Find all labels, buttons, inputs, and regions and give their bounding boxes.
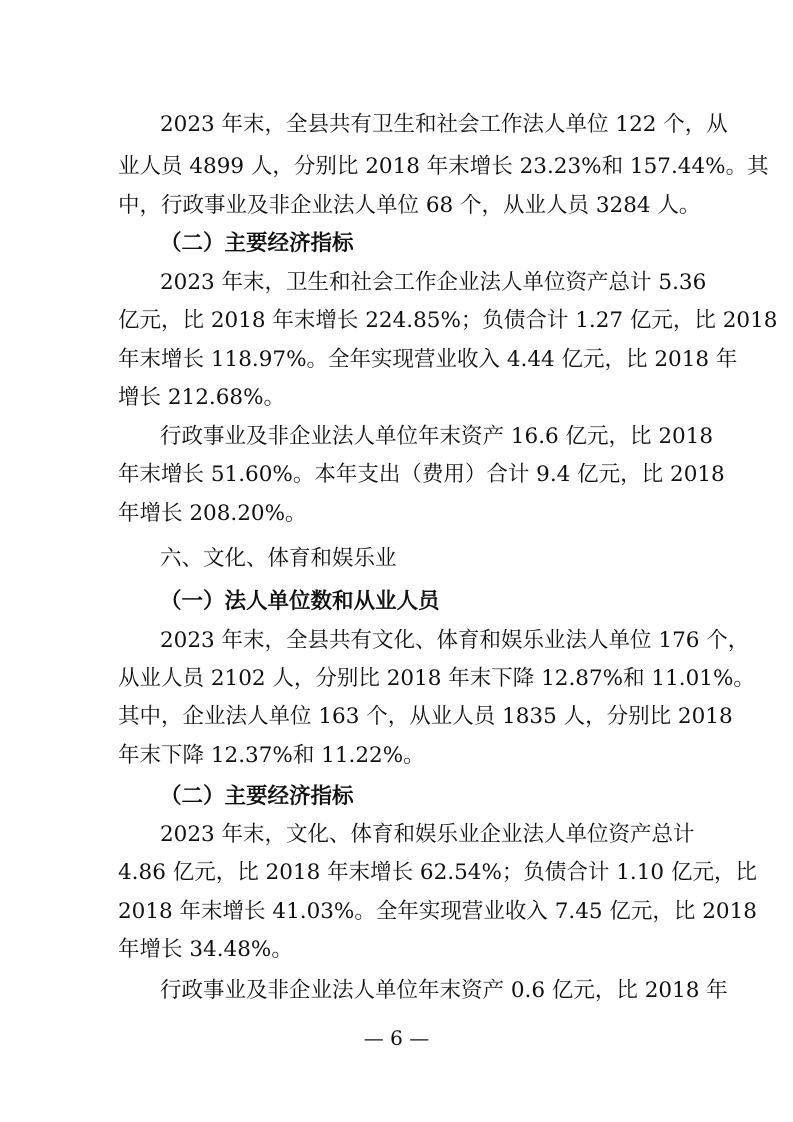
section-heading-culture-economic-indicators: （二）主要经济指标 xyxy=(160,784,354,809)
paragraph-line: 年增长 208.20%。 xyxy=(118,501,307,526)
paragraph-line: 2018 年末增长 41.03%。全年实现营业收入 7.45 亿元，比 2018 xyxy=(118,899,757,924)
paragraph-line: 4.86 亿元，比 2018 年末增长 62.54%；负债合计 1.10 亿元，比 xyxy=(118,860,757,885)
paragraph-line: 亿元，比 2018 年末增长 224.85%；负债合计 1.27 亿元，比 2018 xyxy=(118,308,778,333)
page-number: — 6 — xyxy=(363,1026,430,1050)
paragraph-line: 年末下降 12.37%和 11.22%。 xyxy=(118,743,425,768)
paragraph-line: 2023 年末，文化、体育和娱乐业企业法人单位资产总计 xyxy=(160,822,695,847)
paragraph-line: 年增长 34.48%。 xyxy=(118,937,293,962)
section-heading-culture-sports-entertainment: 六、文化、体育和娱乐业 xyxy=(160,546,397,571)
section-heading-health-economic-indicators: （二）主要经济指标 xyxy=(160,231,354,256)
paragraph-line: 行政事业及非企业法人单位年末资产 16.6 亿元，比 2018 xyxy=(160,424,714,449)
paragraph-line: 年末增长 118.97%。全年实现营业收入 4.44 亿元，比 2018 年 xyxy=(118,347,738,372)
paragraph-line: 年末增长 51.60%。本年支出（费用）合计 9.4 亿元，比 2018 xyxy=(118,462,725,487)
paragraph-line: 2023 年末，全县共有卫生和社会工作法人单位 122 个，从 xyxy=(160,112,728,137)
paragraph-line: 业人员 4899 人，分别比 2018 年末增长 23.23%和 157.44%。其 xyxy=(118,154,769,179)
paragraph-line: 2023 年末，卫生和社会工作企业法人单位资产总计 5.36 xyxy=(160,270,707,295)
paragraph-line: 增长 212.68%。 xyxy=(118,385,285,410)
paragraph-line: 中，行政事业及非企业法人单位 68 个，从业人员 3284 人。 xyxy=(118,193,701,218)
paragraph-line: 从业人员 2102 人，分别比 2018 年末下降 12.87%和 11.01%。 xyxy=(118,666,755,691)
paragraph-line: 2023 年末，全县共有文化、体育和娱乐业法人单位 176 个， xyxy=(160,628,750,653)
section-heading-culture-units-personnel: （一）法人单位数和从业人员 xyxy=(160,589,440,614)
paragraph-line: 其中，企业法人单位 163 个，从业人员 1835 人，分别比 2018 xyxy=(118,704,733,729)
paragraph-line: 行政事业及非企业法人单位年末资产 0.6 亿元，比 2018 年 xyxy=(160,978,728,1003)
